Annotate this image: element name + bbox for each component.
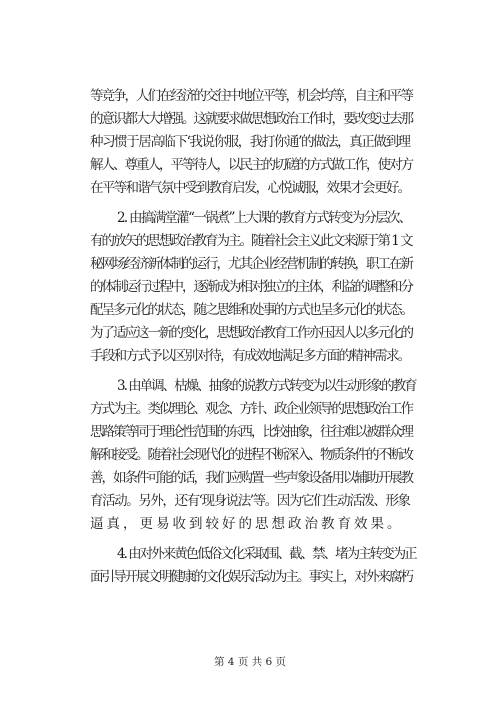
paragraph-line: 方式为主。类似理论、观念、方针、政企业领导的思想政治工作 xyxy=(90,401,412,417)
paragraph-line: 逼真，更易收到较好的思想政治教育效果。 xyxy=(90,516,404,532)
paragraph-line: 在平等和谐气氛中受到教育启发，心悦诚服，效果才会更好。 xyxy=(90,180,410,196)
paragraph-line: 育活动。另外，还有‘现身说法’等。因为它们生动活泼、形象 xyxy=(90,493,410,509)
paragraph-line: 种习惯于居高临下‘我说你服，我打你通’的做法，真正做到理 xyxy=(90,134,410,150)
paragraph-line: 解和接受。随着社会现代化的进程不断深入、物质条件的不断改 xyxy=(90,447,412,463)
paragraph-line: 面引导开展文明健康的文化娱乐活动为主。事实上，对外来腐朽 xyxy=(90,569,412,585)
paragraph-line: 等竞争，人们在经济的交往中地位平等，机会均等，自主和平等 xyxy=(90,88,412,104)
paragraph-line: 3. 由单调、枯燥、抽象的说教方式转变为以生动形象的教育 xyxy=(117,378,416,394)
paragraph-line: 的意识都大大增强。这就要求做思想政治工作时，要改变过去那 xyxy=(90,111,412,127)
paragraph-line: 4. 由对外来黄色低俗文化采取围、截、禁、堵为主转变为正 xyxy=(117,546,416,562)
paragraph-line: 手段和方式予以区别对待，有成效地满足多方面的精神需求。 xyxy=(90,348,410,364)
paragraph-line: 有的放矢的思想政治教育为主。随着社会主义此文来源于第 1 文 xyxy=(90,233,412,249)
paragraph-line: 为了适应这一新的变化，思想政治教育工作亦压因人以多元化的 xyxy=(90,325,412,341)
paragraph-line: 配呈多元化的状态，随之思维和处事的方式也呈多元化的状态。 xyxy=(90,302,412,318)
paragraph-line: 思路策等同于理论性范围的东西，比较抽象，往往难以被群众理 xyxy=(90,424,412,440)
paragraph-line: 解人、尊重人，平等待人，以民主的切磋的方式做工作，使对方 xyxy=(90,157,412,173)
paragraph-line: 善，如条件可能的话，我们应购置一些声象设备用以辅助开展教 xyxy=(90,470,412,486)
paragraph-line: 秘网场经济新体制的运行，尤其企业经营机制的转换，职工在新 xyxy=(90,256,412,272)
page-number-footer: 第 4 页 共 6 页 xyxy=(213,656,287,668)
paragraph-line: 2. 由搞满堂灌“一锅煮”上大课的教育方式转变为分层次、 xyxy=(117,210,411,226)
paragraph-line: 的体制运行过程中，逐渐成为相对独立的主体，利益的调整和分 xyxy=(90,279,412,295)
